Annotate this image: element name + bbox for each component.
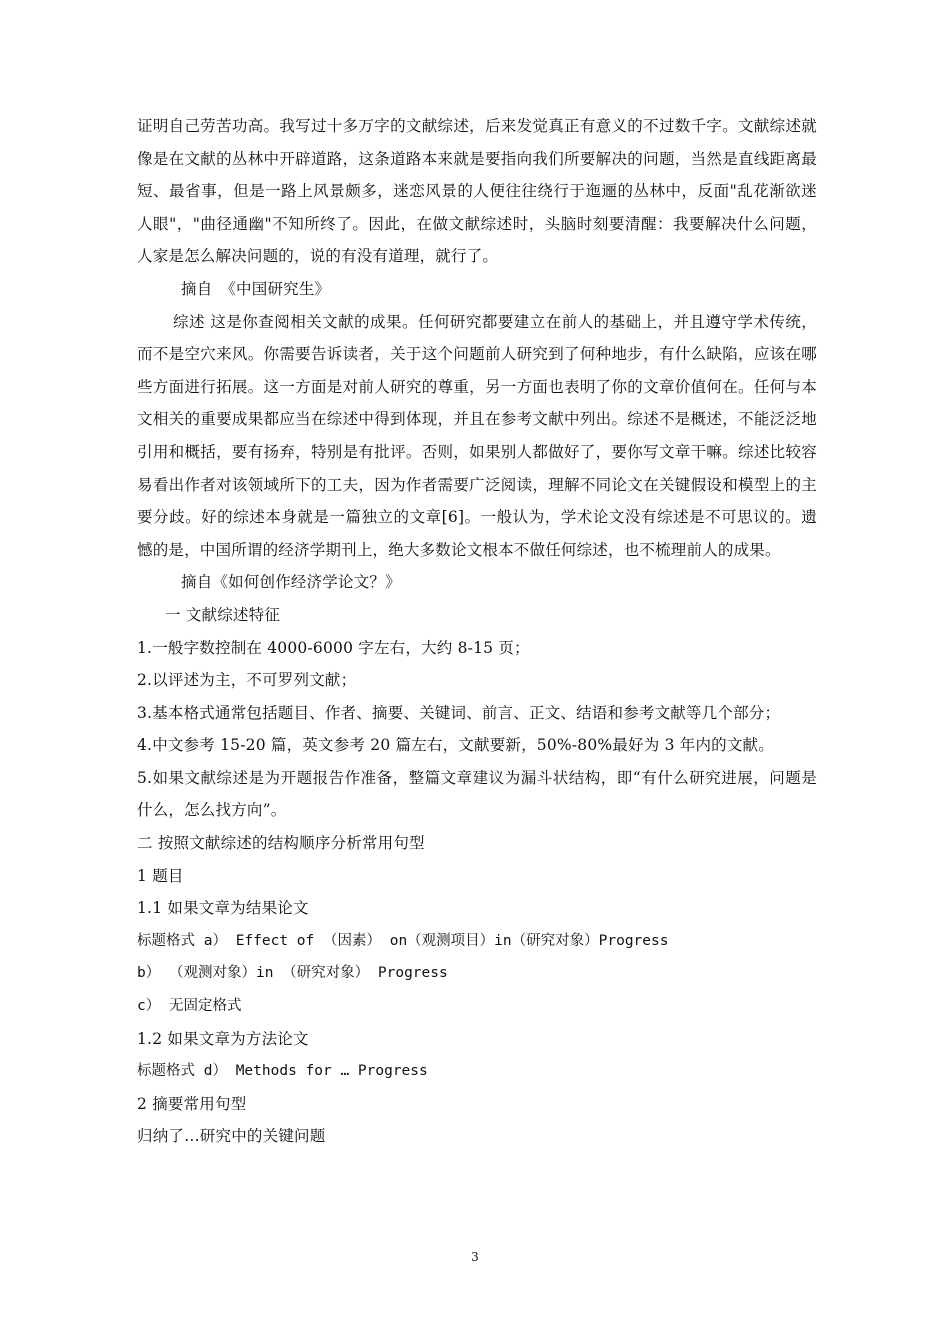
title-format-d: 标题格式 d） Methods for … Progress: [137, 1063, 428, 1080]
feature-item-5: 5.如果文献综述是为开题报告作准备，整篇文章建议为漏斗状结构，即“有什么研究进展，问题是什么，怎么找方向”。: [137, 768, 817, 820]
paragraph-review-definition: 综述 这是你查阅相关文献的成果。任何研究都要建立在前人的基础上，并且遵守学术传统，而不是空穴来风。你需要告诉读者，关于这个问题前人研究到了何种地步，有什么缺陷，应该在哪些方面进行拓展。这一方面是对前人研究的尊重，另一方面也表明了你的文章价值何在。任何与本文相关的重要成果都应当在综述中得到体现，并且在参考文献中列出。综述不是概述，不能泛泛地引用和概括，要有扬弃，特别是有批评。否则，如果别人都做好了，要你写文章干嘛。综述比较容易看出作者对该领域所下的工夫，因为作者需要广泛阅读，理解不同论文在关键假设和模型上的主要分歧。好的综述本身就是一篇独立的文章[6]。一般认为，学术论文没有综述是不可思议的。遗憾的是，中国所谓的经济学期刊上，绝大多数论文根本不做任何综述，也不梳理前人的成果。: [137, 312, 817, 559]
title-format-b: b） （观测对象）in （研究对象） Progress: [137, 965, 448, 982]
subheading-result-paper: 1.1 如果文章为结果论文: [137, 899, 309, 918]
feature-item-3: 3.基本格式通常包括题目、作者、摘要、关键词、前言、正文、结语和参考文献等几个部分；: [137, 703, 781, 722]
page-number: 3: [471, 1250, 479, 1264]
feature-item-4: 4.中文参考 15-20 篇，英文参考 20 篇左右，文献要新，50%-80%最好为 3 年内的文献。: [137, 736, 774, 755]
abstract-pattern-item: 归纳了…研究中的关键问题: [137, 1127, 326, 1146]
section-heading-sentence-patterns: 二 按照文献综述的结构顺序分析常用句型: [137, 834, 425, 853]
section-heading-features: 一 文献综述特征: [165, 605, 281, 624]
subheading-abstract-patterns: 2 摘要常用句型: [137, 1094, 247, 1113]
source-citation-economics-paper: 摘自《如何创作经济学论文？》: [181, 573, 401, 592]
title-format-a: 标题格式 a） Effect of （因素） on（观测项目）in（研究对象）Progress: [137, 932, 669, 949]
source-citation-chinese-graduate: 摘自 《中国研究生》: [181, 279, 331, 298]
document-body: [137, 110, 817, 1153]
paragraph-literature-review-advice: 证明自己劳苦功高。我写过十多万字的文献综述，后来发觉真正有意义的不过数千字。文献综述就像是在文献的丛林中开辟道路，这条道路本来就是要指向我们所要解决的问题，当然是直线距离最短、最省事，但是一路上风景颇多，迷恋风景的人便往往绕行于迤逦的丛林中，反面"乱花渐欲迷人眼"，"曲径通幽"不知所终了。因此，在做文献综述时，头脑时刻要清醒：我要解决什么问题，人家是怎么解决问题的，说的有没有道理，就行了。: [137, 117, 817, 266]
feature-item-1: 1.一般字数控制在 4000-6000 字左右，大约 8-15 页；: [137, 638, 530, 657]
title-format-c: c） 无固定格式: [137, 998, 242, 1015]
subheading-title: 1 题目: [137, 866, 184, 885]
subheading-method-paper: 1.2 如果文章为方法论文: [137, 1029, 309, 1048]
feature-item-2: 2.以评述为主，不可罗列文献；: [137, 671, 357, 690]
